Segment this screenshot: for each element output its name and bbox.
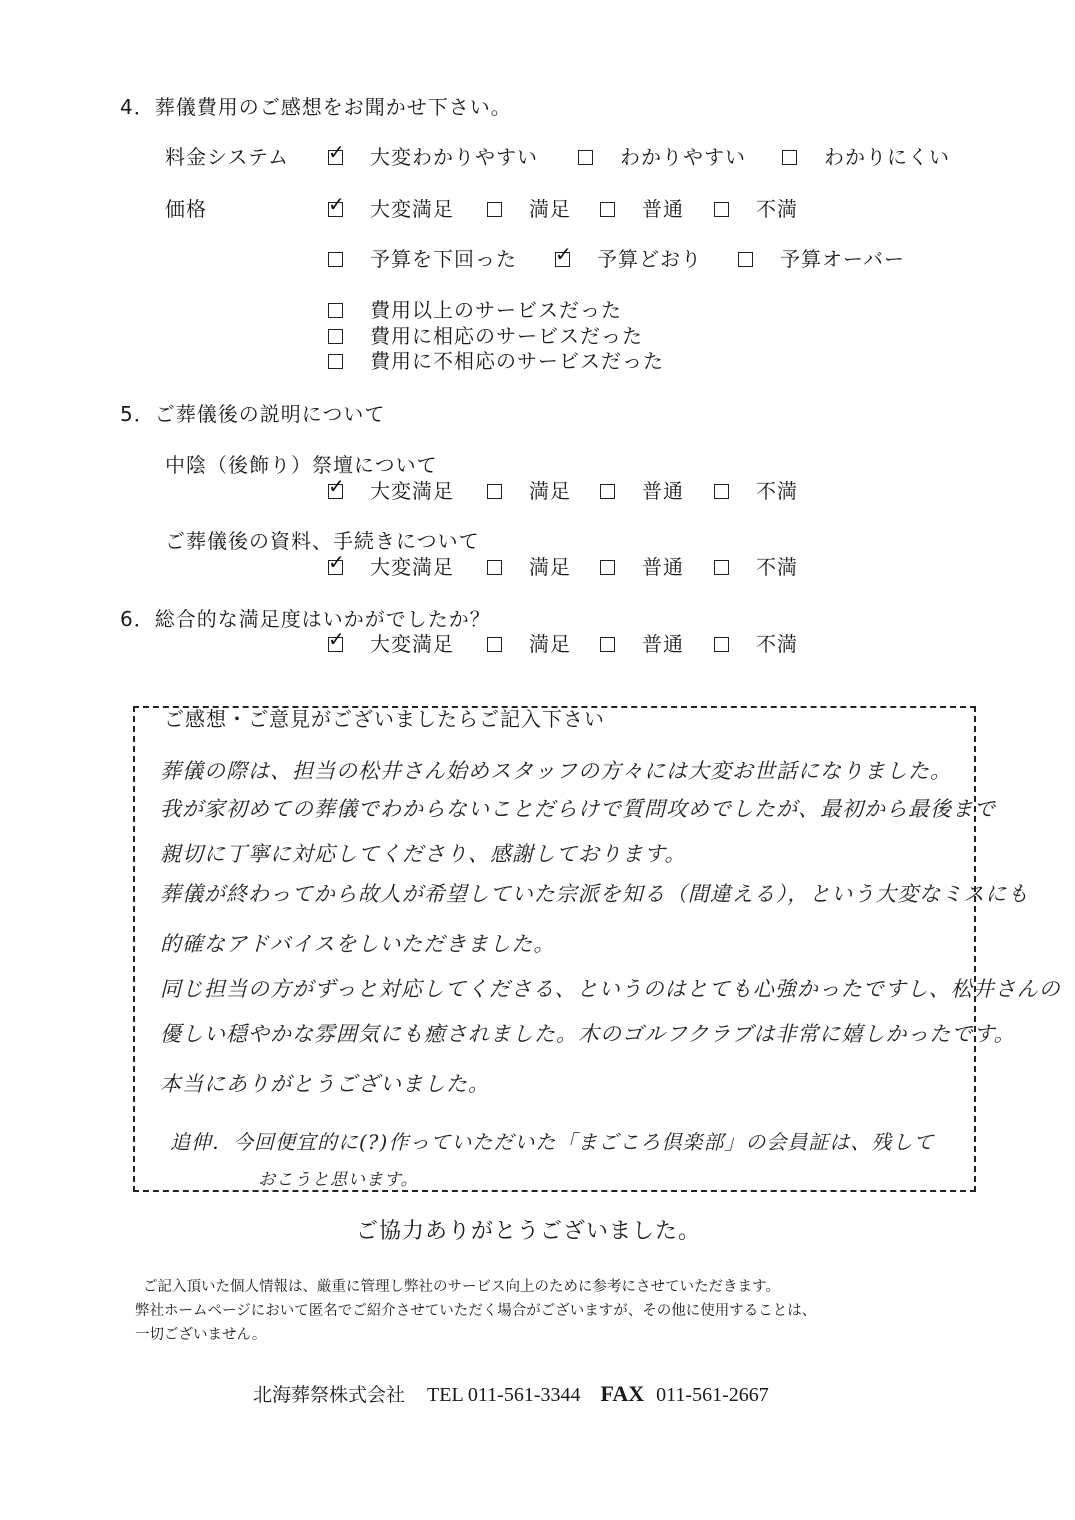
overall-option-label: 大変満足 <box>370 632 454 656</box>
handwritten-comment-line: 本当にありがとうございました。 <box>160 1072 490 1096</box>
handwritten-comment-line: 葬儀の際は、担当の松井さん始めスタッフの方々には大変お世話になりました。 <box>160 759 952 783</box>
budget-checkbox[interactable] <box>738 252 753 267</box>
documents-checkbox[interactable] <box>328 550 345 575</box>
company-name: 北海葬祭株式会社 <box>253 1384 406 1406</box>
documents-option-label: 普通 <box>642 555 684 579</box>
handwritten-comment-line: 優しい穏やかな雰囲気にも癒されました。木のゴルフクラブは非常に嬉しかったです。 <box>160 1022 1016 1046</box>
handwritten-comment-line: 追伸．今回便宜的に(?)作っていただいた「まごころ倶楽部」の会員証は、残して <box>170 1130 935 1154</box>
documents-option-label: 不満 <box>756 555 798 579</box>
documents-label: ご葬儀後の資料、手続きについて <box>165 529 480 553</box>
altar-checkbox[interactable] <box>487 484 502 499</box>
budget-option-label: 予算オーバー <box>780 247 905 271</box>
price-option-label: 満足 <box>529 197 571 221</box>
handwritten-comment-line: 的確なアドバイスをしいただきました。 <box>160 932 556 956</box>
overall-checkbox[interactable] <box>600 637 615 652</box>
fax-label: FAX <box>600 1381 645 1406</box>
thanks-message: ご協力ありがとうございました。 <box>356 1219 702 1244</box>
altar-option-label: 不満 <box>756 479 798 503</box>
altar-option-label: 満足 <box>529 479 571 503</box>
documents-option-label: 大変満足 <box>370 555 454 579</box>
documents-checkbox[interactable] <box>487 560 502 575</box>
altar-checkbox[interactable] <box>600 484 615 499</box>
fee-system-option-label: わかりやすい <box>620 145 746 169</box>
budget-checkbox[interactable] <box>555 242 572 267</box>
fax-number: 011-561-2667 <box>656 1384 769 1406</box>
check-mark-icon: ✓ <box>555 242 572 266</box>
price-option-label: 大変満足 <box>370 197 454 221</box>
overall-option-label: 普通 <box>642 632 684 656</box>
handwritten-comment-line: 葬儀が終わってから故人が希望していた宗派を知る（間違える），という大変なミスにも <box>160 882 1030 906</box>
q5-heading: 5．ご葬儀後の説明について <box>120 402 386 426</box>
comment-title: ご感想・ご意見がございましたらご記入下さい <box>160 709 609 729</box>
price-checkbox[interactable] <box>328 192 345 217</box>
documents-checkbox[interactable] <box>600 560 615 575</box>
check-mark-icon: ✓ <box>328 550 345 574</box>
fee-system-option-label: わかりにくい <box>824 145 950 169</box>
fee-system-checkbox[interactable] <box>782 150 797 165</box>
budget-option-label: 予算を下回った <box>370 247 517 271</box>
check-mark-icon: ✓ <box>328 192 345 216</box>
altar-checkbox[interactable] <box>328 474 345 499</box>
altar-checkbox[interactable] <box>714 484 729 499</box>
price-checkbox[interactable] <box>714 202 729 217</box>
value-option-label: 費用に不相応のサービスだった <box>370 349 664 373</box>
privacy-note-2: 弊社ホームページにおいて匿名でご紹介させていただく場合がございますが、その他に使用することは、 <box>135 1303 817 1319</box>
fee-system-checkbox[interactable] <box>578 150 593 165</box>
value-checkbox[interactable] <box>328 329 343 344</box>
value-checkbox[interactable] <box>328 354 343 369</box>
altar-label: 中陰（後飾り）祭壇について <box>165 453 438 477</box>
overall-option-label: 不満 <box>756 632 798 656</box>
value-option-label: 費用以上のサービスだった <box>370 298 622 322</box>
overall-option-label: 満足 <box>529 632 571 656</box>
price-checkbox[interactable] <box>600 202 615 217</box>
price-checkbox[interactable] <box>487 202 502 217</box>
overall-checkbox[interactable] <box>714 637 729 652</box>
fee-system-option-label: 大変わかりやすい <box>370 145 538 169</box>
privacy-note-3: 一切ございません。 <box>135 1327 267 1343</box>
handwritten-comment-line: 同じ担当の方がずっと対応してくださる、というのはとても心強かったですし、松井さんの <box>160 977 1061 1001</box>
handwritten-comment-line: 親切に丁寧に対応してくださり、感謝しております。 <box>160 842 687 866</box>
price-option-label: 不満 <box>756 197 798 221</box>
documents-checkbox[interactable] <box>714 560 729 575</box>
handwritten-comment-line: 我が家初めての葬儀でわからないことだらけで質問攻めでしたが、最初から最後まで <box>160 797 996 821</box>
fee-system-checkbox[interactable] <box>328 140 345 165</box>
value-checkbox[interactable] <box>328 303 343 318</box>
privacy-note-1: ご記入頂いた個人情報は、厳重に管理し弊社のサービス向上のために参考にさせていただきます。 <box>143 1279 780 1295</box>
check-mark-icon: ✓ <box>328 474 345 498</box>
documents-option-label: 満足 <box>529 555 571 579</box>
altar-option-label: 普通 <box>642 479 684 503</box>
company-footer <box>253 1380 769 1407</box>
price-label: 価格 <box>165 197 207 221</box>
tel-number: TEL 011-561-3344 <box>427 1384 581 1406</box>
check-mark-icon: ✓ <box>328 140 345 164</box>
q4-heading: 4．葬儀費用のご感想をお聞かせ下さい。 <box>120 95 512 119</box>
overall-checkbox[interactable] <box>328 627 345 652</box>
price-option-label: 普通 <box>642 197 684 221</box>
value-option-label: 費用に相応のサービスだった <box>370 324 643 348</box>
fee-system-label: 料金システム <box>165 145 289 169</box>
budget-checkbox[interactable] <box>328 252 343 267</box>
altar-option-label: 大変満足 <box>370 479 454 503</box>
check-mark-icon: ✓ <box>328 627 345 651</box>
q6-heading: 6．総合的な満足度はいかがでしたか？ <box>120 607 491 631</box>
budget-option-label: 予算どおり <box>597 247 702 271</box>
overall-checkbox[interactable] <box>487 637 502 652</box>
handwritten-comment-line: おこうと思います。 <box>258 1170 419 1190</box>
